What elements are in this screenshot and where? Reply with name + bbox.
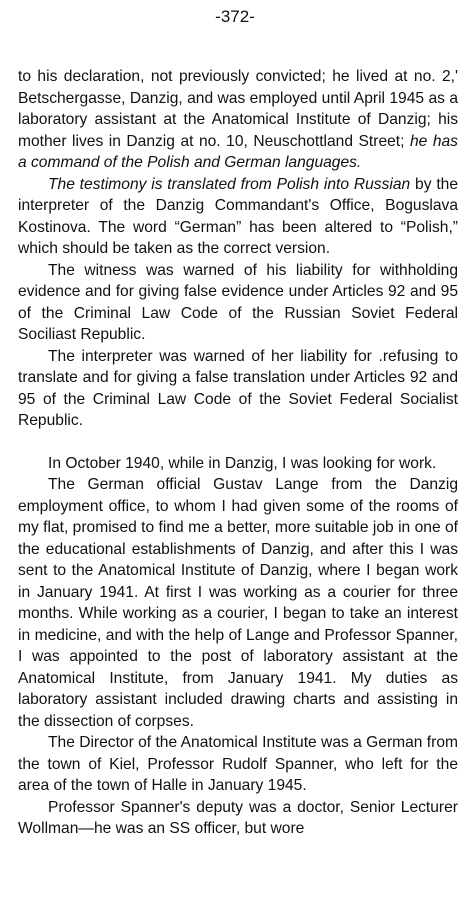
declaration-italic-translation: The testimony is translated from Polish into Russian — [48, 175, 411, 193]
declaration-paragraph-2 — [18, 174, 458, 260]
declaration-paragraph-3: The witness was warned of his liability for withholding evidence and for giving false evidence under Articles 92 and 95 of the Criminal Law Code of the Russian Soviet Federal Sociliast Republic. — [18, 261, 458, 343]
document-body — [18, 66, 458, 840]
declaration-italic-languages: he has a command of the Polish and German languages. — [18, 132, 458, 171]
paragraph-gap — [18, 432, 458, 453]
testimony-paragraph-1: In October 1940, while in Danzig, I was looking for work. — [48, 454, 437, 472]
testimony-paragraph-4: Professor Spanner's deputy was a doctor, Senior Lecturer Wollman—he was an SS officer, but wore — [18, 798, 458, 837]
testimony-paragraph-3: The Director of the Anatomical Institute was a German from the town of Kiel, Professor Rudolf Spanner, who left for the area of the town of Halle in January 1945. — [18, 734, 458, 794]
declaration-text-2: by the interpreter of the Danzig Commandant's Office, Boguslava Kostinova. The word “German” has been altered to “Polish,” which should be taken as the correct version. — [18, 175, 458, 257]
declaration-text-1: to his declaration, not previously convicted; he lived at no. 2,' Betschergasse, Danzig, and was employed until April 1945 as a laboratory assistant at the Anatomical Institute of Danzig; his mother lives in Danzig at no. 10, Neuschottland Street; — [18, 68, 458, 150]
testimony-paragraph-2: The German official Gustav Lange from the Danzig employment office, to whom I had given some of the rooms of my flat, promised to find me a better, more suitable job in one of the educational establishments of Danzig, and after this I was sent to the Anatomical Institute of Danzig, where I began work in January 1941. At first I was working as a courier for three months. While working as a courier, I began to take an interest in medicine, and with the help of Lange and Professor Spanner, I was appointed to the post of laboratory assistant at the Anatomical Institute, from January 1941. My duties as laboratory assistant included drawing charts and assisting in the dissection of corpses. — [18, 476, 458, 730]
declaration-paragraph-1 — [18, 66, 458, 174]
page-number: -372- — [215, 7, 255, 26]
declaration-paragraph-4: The interpreter was warned of her liability for .refusing to translate and for giving a false translation under Articles 92 and 95 of the Criminal Law Code of the Soviet Federal Socialist Republic. — [18, 347, 458, 429]
